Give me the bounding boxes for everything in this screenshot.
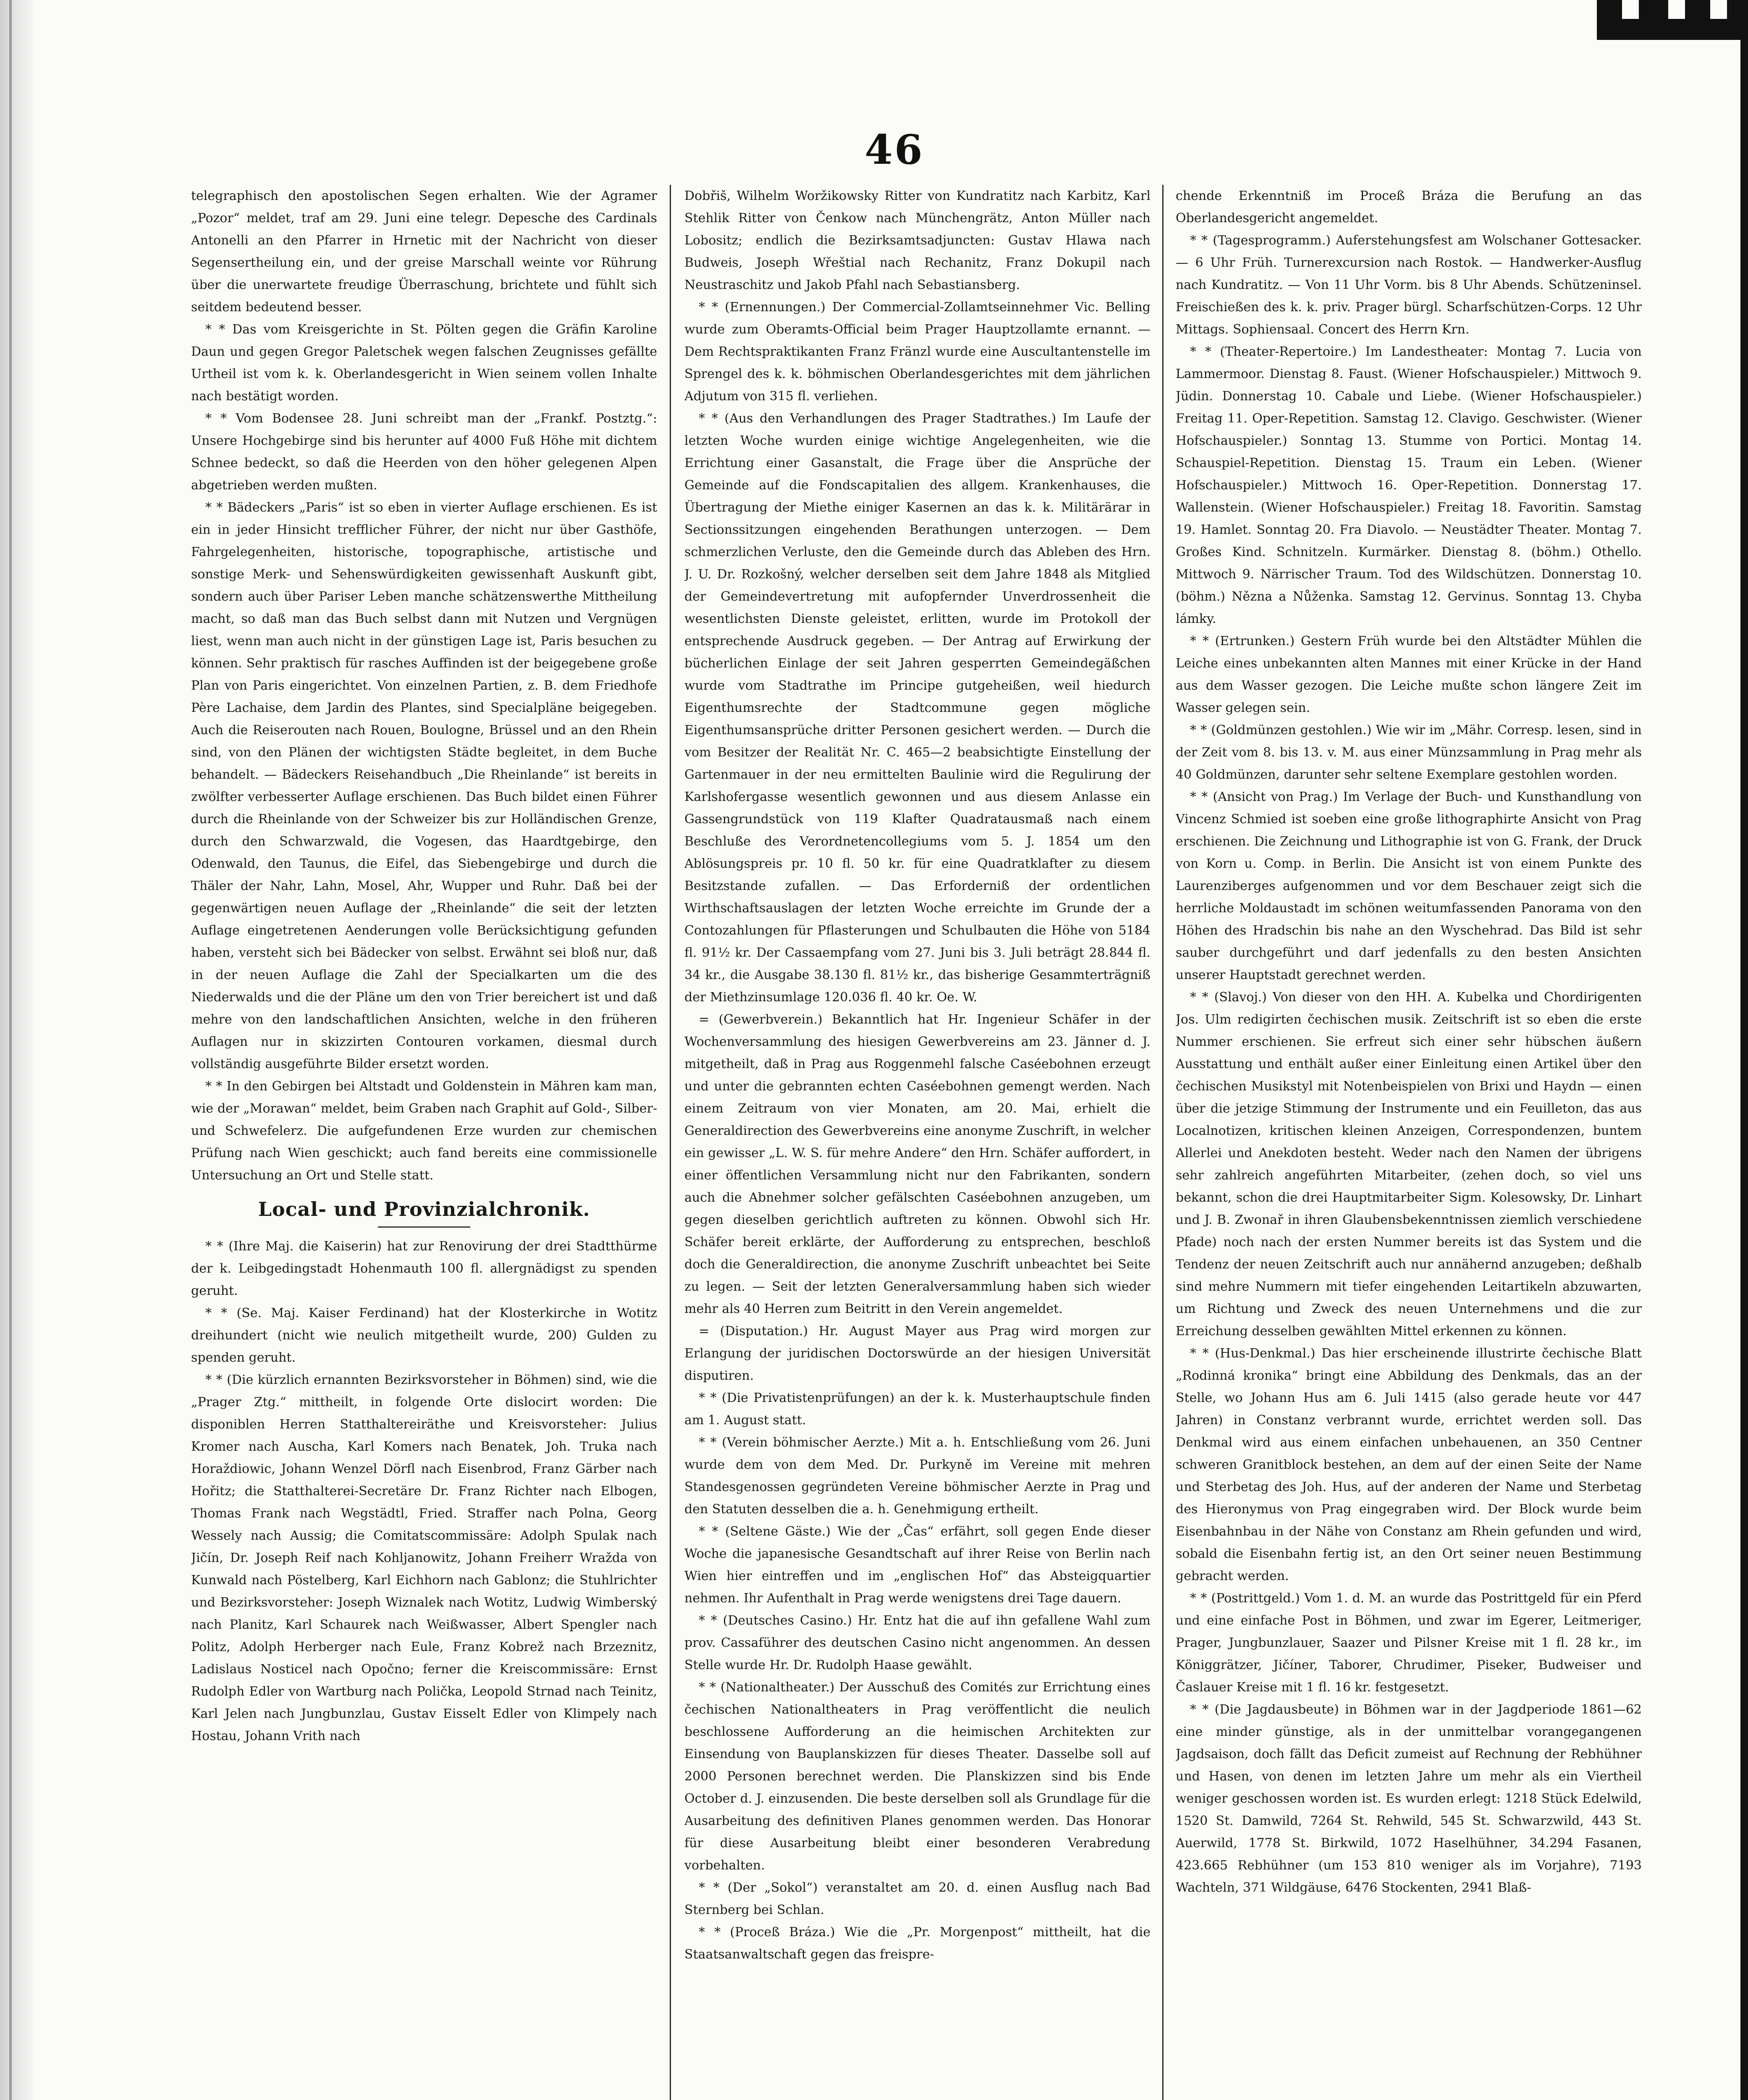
article-paragraph: * * (Ernennungen.) Der Commercial-Zollamtseinnehmer Vic. Belling wurde zum Oberamts-Official beim Prager Hauptzollamte ernannt. — Dem Rechtspraktikanten Franz Fränzl wurde eine Auscultantenstelle im Sprengel des k. k. böhmischen Oberlandesgerichtes mit dem jährlichen Adjutum von 315 fl. verliehen.	[684, 300, 1150, 404]
article-paragraph: * * (Goldmünzen gestohlen.) Wie wir im „Mähr. Corresp. lesen, sind in der Zeit vom 8. bis 13. v. M. aus einer Münzsammlung in Prag mehr als 40 Goldmünzen, darunter sehr seltene Exemplare gestohlen worden.	[1176, 723, 1642, 782]
article-paragraph: * * (Die Jagdausbeute) in Böhmen war in der Jagdperiode 1861—62 eine minder günstige, als in der unmittelbar vorangegangenen Jagdsaison, doch fällt das Deficit zumeist auf Rechnung der Rebhühner und Hasen, von denen im letzten Jahre um mehr als ein Viertheil weniger geschossen worden ist. Es wurden erlegt: 1218 Stück Edelwild, 1520 St. Damwild, 7264 St. Rehwild, 545 St. Schwarzwild, 443 St. Auerwild, 1778 St. Birkwild, 1072 Haselhühner, 34.294 Fasanen, 423.665 Rebhühner (um 153 810 weniger als im Vorjahre), 7193 Wachteln, 371 Wildgäuse, 6476 Stockenten, 2941 Blaß-	[1176, 1702, 1642, 1895]
article-paragraph: = (Disputation.) Hr. August Mayer aus Prag wird morgen zur Erlangung der juridischen Doctorswürde an der hiesigen Universität disputiren.	[684, 1324, 1150, 1383]
article-paragraph: * * (Postrittgeld.) Vom 1. d. M. an wurde das Postrittgeld für ein Pferd und eine einfache Post in Böhmen, und zwar im Egerer, Leitmeriger, Prager, Jungbunzlauer, Saazer und Pilsner Kreise mit 1 fl. 28 kr., im Königgrätzer, Jičíner, Taborer, Chrudimer, Piseker, Budweiser und Časlauer Kreise mit 1 fl. 16 kr. festgesetzt.	[1176, 1591, 1642, 1695]
article-paragraph: * * (Aus den Verhandlungen des Prager Stadtrathes.) Im Laufe der letzten Woche wurden einige wichtige Angelegenheiten, wie die Errichtung einer Gasanstalt, die Frage über die Ansprüche der Gemeinde auf die Fondscapitalien des allgem. Krankenhauses, die Übertragung der Miethe einiger Kasernen an das k. k. Militärärar in Sectionssitzungen eingehenden Berathungen unterzogen. — Dem schmerzlichen Verluste, den die Gemeinde durch das Ableben des Hrn. J. U. Dr. Rozkošný, welcher derselben seit dem Jahre 1848 als Mitglied der Gemeindevertretung mit aufopfernder Unverdrossenheit die wesentlichsten Dienste geleistet, erlitten, wurde im Protokoll der entsprechende Ausdruck gegeben. — Der Antrag auf Erwirkung der bücherlichen Einlage der seit Jahren gesperrten Gemeindegäßchen wurde vom Stadtrathe im Principe gutgeheißen, weil hiedurch Eigenthumsrechte der Stadtcommune gegen mögliche Eigenthumsansprüche dritter Personen gesichert werden. — Durch die vom Besitzer der Realität Nr. C. 465—2 beabsichtigte Einstellung der Gartenmauer in der neu ermittelten Baulinie wird die Regulirung der Karlshofergasse wesentlich gewonnen und aus diesem Anlasse ein Gassengrundstück von 119 Klafter Quadratausmaß nach einem Beschluße des Verordnetencollegiums vom 5. J. 1854 um den Ablösungspreis pr. 10 fl. 50 kr. für eine Quadratklafter zu diesem Besitzstande zufallen. — Das Erforderniß der ordentlichen Wirthschaftsauslagen der letzten Woche erreichte im Grunde der a Contozahlungen für Pflasterungen und Schulbauten die Höhe von 5184 fl. 91½ kr. Der Cassaempfang vom 27. Juni bis 3. Juli beträgt 28.844 fl. 34 kr., die Ausgabe 38.130 fl. 81½ kr., das bisherige Gesammterträgniß der Miethzinsumlage 120.036 fl. 40 kr. Oe. W.	[684, 411, 1150, 1005]
article-paragraph: * * (Hus-Denkmal.) Das hier erscheinende illustrirte čechische Blatt „Rodinná kronika“ bringt eine Abbildung des Denkmals, das an der Stelle, wo Johann Hus am 6. Juli 1415 (also gerade heute vor 447 Jahren) in Constanz verbrannt wurde, errichtet werden soll. Das Denkmal wird aus einem einfachen unbehauenen, an 350 Centner schweren Granitblock bestehen, an dem auf der einen Seite der Name und Sterbetag des Joh. Hus, auf der anderen der Name und Sterbetag des Hieronymus von Prag eingegraben wird. Der Block wurde beim Eisenbahnbau in der Nähe von Constanz am Rhein gefunden und wird, sobald die Eisenbahn fertig ist, an den Ort seiner neuen Bestimmung gebracht werden.	[1176, 1346, 1642, 1583]
article-paragraph: * * (Ihre Maj. die Kaiserin) hat zur Renovirung der drei Stadtthürme der k. Leibgedingstadt Hohenmauth 100 fl. allergnädigst zu spenden geruht.	[191, 1239, 657, 1298]
article-paragraph: Dobřiš, Wilhelm Woržikowsky Ritter von Kundratitz nach Karbitz, Karl Stehlik Ritter von Čenkow nach Münchengrätz, Anton Müller nach Lobositz; endlich die Bezirksamtsadjuncten: Gustav Hlawa nach Budweis, Joseph Wřeštial nach Rechanitz, Franz Dokupil nach Neustraschitz und Jakob Pfahl nach Sebastiansberg.	[684, 189, 1150, 292]
article-paragraph: chende Erkenntniß im Proceß Bráza die Berufung an das Oberlandesgericht angemeldet.	[1176, 189, 1642, 226]
article-paragraph: * * (Proceß Bráza.) Wie die „Pr. Morgenpost“ mittheilt, hat die Staatsanwaltschaft gegen das freispre-	[684, 1925, 1150, 1962]
column-3	[1176, 185, 1642, 2100]
article-paragraph: * * Bädeckers „Paris“ ist so eben in vierter Auflage erschienen. Es ist ein in jeder Hinsicht trefflicher Führer, der nicht nur über Gasthöfe, Fahrgelegenheiten, historische, topographische, artistische und sonstige Merk- und Sehenswürdigkeiten gewissenhaft Auskunft gibt, sondern auch über Pariser Leben manche schätzenswerthe Mittheilung macht, so daß man das Buch selbst dann mit Nutzen und Vergnügen liest, wenn man auch nicht in der günstigen Lage ist, Paris besuchen zu können. Sehr praktisch für rasches Auffinden ist der beigegebene große Plan von Paris eingerichtet. Von einzelnen Partien, z. B. dem Friedhofe Père Lachaise, dem Jardin des Plantes, sind Specialpläne beigegeben. Auch die Reiserouten nach Rouen, Boulogne, Brüssel und an den Rhein sind, von den Plänen der wichtigsten Städte begleitet, in dem Buche behandelt. — Bädeckers Reisehandbuch „Die Rheinlande“ ist bereits in zwölfter verbesserter Auflage erschienen. Das Buch bildet einen Führer durch die Rheinlande von der Schweizer bis zur Holländischen Grenze, durch den Schwarzwald, die Vogesen, das Haardtgebirge, den Odenwald, den Taunus, die Eifel, das Siebengebirge und durch die Thäler der Nahr, Lahn, Mosel, Ahr, Wupper und Ruhr. Daß bei der gegenwärtigen neuen Auflage der „Rheinlande“ die seit der letzten Auflage eingetretenen Aenderungen volle Berücksichtigung gefunden haben, versteht sich bei Bädecker von selbst. Erwähnt sei bloß nur, daß in der neuen Auflage die Zahl der Specialkarten um die des Niederwalds und die der Pläne um den von Trier bereichert ist und daß mehre von den landschaftlichen Ansichten, welche in den früheren Auflagen nur in skizzirten Contouren vorkamen, diesmal durch vollständig ausgeführte Bilder ersetzt worden.	[191, 500, 657, 1071]
article-paragraph: telegraphisch den apostolischen Segen erhalten. Wie der Agramer „Pozor“ meldet, traf am 29. Juni eine telegr. Depesche des Cardinals Antonelli an den Pfarrer in Hrnetic mit der Nachricht von dieser Segensertheilung ein, und der greise Marschall weinte vor Rührung über die unerwartete freudige Überraschung, brichtete und fühlt sich seitdem bedeutend besser.	[191, 189, 657, 315]
column-rule	[670, 185, 671, 2100]
article-paragraph: * * (Nationaltheater.) Der Ausschuß des Comités zur Errichtung eines čechischen Nationaltheaters in Prag veröffentlicht die neulich beschlossene Aufforderung an die heimischen Architekten zur Einsendung von Bauplanskizzen für dieses Theater. Dasselbe soll auf 2000 Personen berechnet werden. Die Planskizzen sind bis Ende October d. J. einzusenden. Die beste derselben soll als Grundlage für die Ausarbeitung des definitiven Planes genommen werden. Das Honorar für diese Ausarbeitung bleibt einer besonderen Verabredung vorbehalten.	[684, 1680, 1150, 1873]
scan-left-margin	[0, 0, 34, 2100]
article-paragraph: * * (Deutsches Casino.) Hr. Entz hat die auf ihn gefallene Wahl zum prov. Cassaführer des deutschen Casino nicht angenommen. An dessen Stelle wurde Hr. Dr. Rudolph Haase gewählt.	[684, 1613, 1150, 1672]
article-paragraph: * * (Theater-Repertoire.) Im Landestheater: Montag 7. Lucia von Lammermoor. Dienstag 8. Faust. (Wiener Hofschauspieler.) Mittwoch 9. Jüdin. Donnerstag 10. Cabale und Liebe. (Wiener Hofschauspieler.) Freitag 11. Oper-Repetition. Samstag 12. Clavigo. Geschwister. (Wiener Hofschauspieler.) Sonntag 13. Stumme von Portici. Montag 14. Schauspiel-Repetition. Dienstag 15. Traum ein Leben. (Wiener Hofschauspieler.) Mittwoch 16. Oper-Repetition. Donnerstag 17. Wallenstein. (Wiener Hofschauspieler.) Freitag 18. Favoritin. Samstag 19. Hamlet. Sonntag 20. Fra Diavolo. — Neustädter Theater. Montag 7. Großes Kind. Schnitzeln. Kurmärker. Dienstag 8. (böhm.) Othello. Mittwoch 9. Närrischer Traum. Tod des Wildschützen. Donnerstag 10. (böhm.) Nězna a Nůženka. Samstag 12. Gervinus. Sonntag 13. Chyba lámky.	[1176, 344, 1642, 626]
article-paragraph: * * (Se. Maj. Kaiser Ferdinand) hat der Klosterkirche in Wotitz dreihundert (nicht wie neulich mitgetheilt wurde, 200) Gulden zu spenden geruht.	[191, 1306, 657, 1365]
column-1	[191, 185, 657, 2100]
scan-right-edge	[1740, 40, 1748, 2100]
article-paragraph: * * (Die kürzlich ernannten Bezirksvorsteher in Böhmen) sind, wie die „Prager Ztg.“ mittheilt, in folgende Orte dislocirt worden: Die disponiblen Herren Statthaltereiräthe und Kreisvorsteher: Julius Kromer nach Auscha, Karl Komers nach Benatek, Joh. Truka nach Horaždiowic, Johann Wenzel Dörfl nach Eisenbrod, Franz Gärber nach Hořitz; die Statthalterei-Secretäre Dr. Franz Richter nach Elbogen, Thomas Frank nach Wegstädtl, Fried. Straffer nach Polna, Georg Wessely nach Aussig; die Comitatscommissäre: Adolph Spulak nach Jičín, Dr. Joseph Reif nach Kohljanowitz, Johann Freiherr Wražda von Kunwald nach Pöstelberg, Karl Eichhorn nach Gablonz; die Stuhlrichter und Bezirksvorsteher: Joseph Wiznalek nach Wotitz, Ludwig Wimberský nach Planitz, Karl Schaurek nach Weißwasser, Albert Spengler nach Politz, Adolph Herberger nach Eule, Franz Kobrež nach Brzeznitz, Ladislaus Nosticel nach Opočno; ferner die Kreiscommissäre: Ernst Rudolph Edler von Wartburg nach Polička, Leopold Strnad nach Teinitz, Karl Jelen nach Jungbunzlau, Gustav Eisselt Edler von Klimpely nach Hostau, Johann Vrith nach	[191, 1373, 657, 1743]
article-paragraph: * * Das vom Kreisgerichte in St. Pölten gegen die Gräfin Karoline Daun und gegen Gregor Paletschek wegen falschen Zeugnisses gefällte Urtheil ist vom k. k. Oberlandesgericht in Wien seinem vollen Inhalte nach bestätigt worden.	[191, 322, 657, 404]
column-2	[684, 185, 1150, 2100]
article-paragraph: * * (Slavoj.) Von dieser von den HH. A. Kubelka und Chordirigenten Jos. Ulm redigirten čechischen musik. Zeitschrift ist so eben die erste Nummer erschienen. Sie erfreut sich einer sehr hübschen äußern Ausstattung und enthält außer einer Einleitung einen Artikel über den čechischen Musikstyl mit Notenbeispielen von Brixi und Haydn — einen über die jetzige Stimmung der Instrumente und ein Feuilleton, das aus Localnotizen, kritischen kleinen Anzeigen, Correspondenzen, buntem Allerlei und Anekdoten besteht. Weder nach den Namen der übrigens sehr zahlreich angeführten Mitarbeiter, (zehen doch, so viel uns bekannt, schon die drei Hauptmitarbeiter Sigm. Kolesowsky, Dr. Linhart und J. B. Zwonař in ihren Glaubensbekenntnissen ziemlich verschiedene Pfade) noch nach der ersten Nummer bereits ist das System und die Tendenz der neuen Zeitschrift auch nur annähernd anzugeben; deßhalb sind mehre Nummern mit tiefer eingehenden Leitartikeln abzuwarten, um Richtung und Zweck des neuen Unternehmens und die zur Erreichung desselben gewählten Mittel erkennen zu können.	[1176, 990, 1642, 1339]
article-paragraph: * * (Der „Sokol“) veranstaltet am 20. d. einen Ausflug nach Bad Sternberg bei Schlan.	[684, 1880, 1150, 1917]
scan-top-right-edge	[1597, 0, 1748, 40]
article-paragraph: * * (Ansicht von Prag.) Im Verlage der Buch- und Kunsthandlung von Vincenz Schmied ist soeben eine große lithographirte Ansicht von Prag erschienen. Die Zeichnung und Lithographie ist von G. Frank, der Druck von Korn u. Comp. in Berlin. Die Ansicht ist von einem Punkte des Laurenziberges aufgenommen und vor dem Beschauer zeigt sich die herrliche Moldaustadt im schönen weitumfassenden Panorama von den Höhen des Hradschin bis nahe an den Wyschehrad. Das Bild ist sehr sauber durchgeführt und darf jedenfalls zu den besten Ansichten unserer Hauptstadt gerechnet werden.	[1176, 790, 1642, 982]
page-number: 46	[865, 126, 924, 173]
article-paragraph: * * Vom Bodensee 28. Juni schreibt man der „Frankf. Postztg.“: Unsere Hochgebirge sind bis herunter auf 4000 Fuß Höhe mit dichtem Schnee bedeckt, so daß die Heerden von den höher gelegenen Alpen abgetrieben werden mußten.	[191, 411, 657, 493]
section-heading: Local- und Provinzialchronik.	[191, 1198, 657, 1228]
column-rule	[1162, 185, 1164, 2100]
article-paragraph: * * (Verein böhmischer Aerzte.) Mit a. h. Entschließung vom 26. Juni wurde dem von dem Med. Dr. Purkyně im Vereine mit mehren Standesgenossen gegründeten Vereine böhmischer Aerzte in Prag und den Statuten desselben die a. h. Genehmigung ertheilt.	[684, 1435, 1150, 1517]
scan-binding-line	[9, 0, 12, 2100]
article-paragraph: * * (Die Privatistenprüfungen) an der k. k. Musterhauptschule finden am 1. August statt.	[684, 1391, 1150, 1428]
article-paragraph: * * (Seltene Gäste.) Wie der „Čas“ erfährt, soll gegen Ende dieser Woche die japanesische Gesandtschaft auf ihrer Reise von Berlin nach Wien hier eintreffen und im „englischen Hof“ das Absteigquartier nehmen. Ihr Aufenthalt in Prag werde wenigstens drei Tage dauern.	[684, 1524, 1150, 1606]
article-paragraph: * * (Tagesprogramm.) Auferstehungsfest am Wolschaner Gottesacker. — 6 Uhr Früh. Turnerexcursion nach Rostok. — Handwerker-Ausflug nach Kundratitz. — Von 11 Uhr Vorm. bis 8 Uhr Abends. Schützeninsel. Freischießen des k. k. priv. Prager bürgl. Scharfschützen-Corps. 12 Uhr Mittags. Sophiensaal. Concert des Herrn Krn.	[1176, 233, 1642, 337]
article-paragraph: * * (Ertrunken.) Gestern Früh wurde bei den Altstädter Mühlen die Leiche eines unbekannten alten Mannes mit einer Krücke in der Hand aus dem Wasser gezogen. Die Leiche mußte schon längere Zeit im Wasser gelegen sein.	[1176, 634, 1642, 715]
article-paragraph: = (Gewerbverein.) Bekanntlich hat Hr. Ingenieur Schäfer in der Wochenversammlung des hiesigen Gewerbvereins am 23. Jänner d. J. mitgetheilt, daß in Prag aus Roggenmehl falsche Caséebohnen erzeugt und unter die gebrannten echten Caséebohnen gemengt werden. Nach einem Zeitraum von vier Monaten, am 20. Mai, erhielt die Generaldirection des Gewerbvereins eine anonyme Zuschrift, in welcher ein gewisser „L. W. S. für mehre Andere“ den Hrn. Schäfer auffordert, in einer öffentlichen Versammlung nicht nur den Fabrikanten, sondern auch die Abnehmer solcher gefälschten Caséebohnen anzugeben, um gegen dieselben gerichtlich auftreten zu können. Obwohl sich Hr. Schäfer bereit erklärte, der Aufforderung zu entsprechen, beschloß doch die Generaldirection, die anonyme Zuschrift unbeachtet bei Seite zu legen. — Seit der letzten Generalversammlung haben sich wieder mehr als 40 Herren zum Beitritt in den Verein angemeldet.	[684, 1012, 1150, 1316]
article-paragraph: * * In den Gebirgen bei Altstadt und Goldenstein in Mähren kam man, wie der „Morawan“ meldet, beim Graben nach Graphit auf Gold-, Silber- und Schwefelerz. Die aufgefundenen Erze wurden zur chemischen Prüfung nach Wien geschickt; auch fand bereits eine commissionelle Untersuchung an Ort und Stelle statt.	[191, 1079, 657, 1183]
